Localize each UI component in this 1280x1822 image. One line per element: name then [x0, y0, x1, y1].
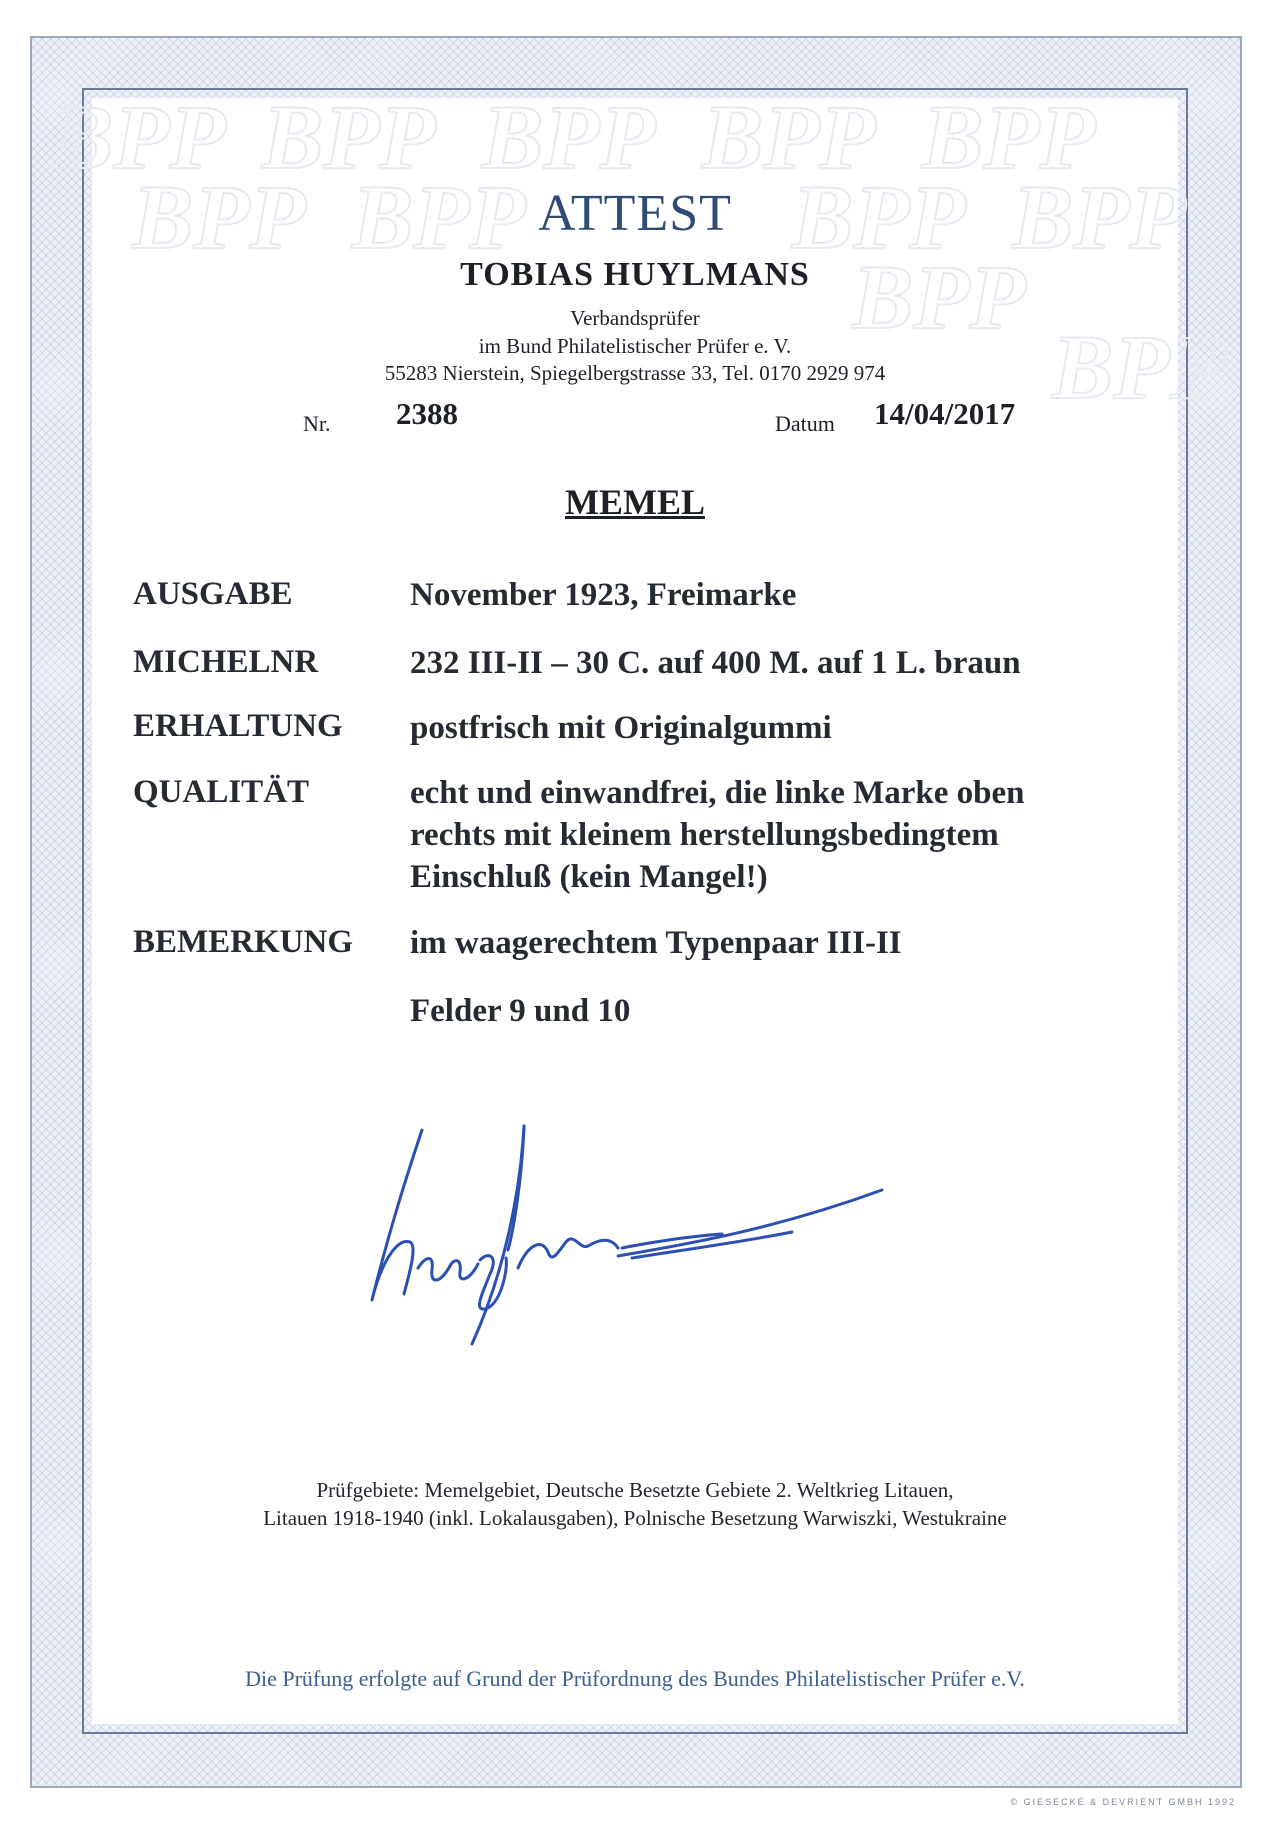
- value-line: echt und einwandfrei, die linke Marke oben: [410, 775, 1025, 811]
- value-bemerkung: [410, 922, 902, 1032]
- examiner-address: 55283 Nierstein, Spiegelbergstrasse 33, Tel. 0170 2929 974: [384, 361, 886, 385]
- label-qualitaet: QUALITÄT: [133, 774, 310, 810]
- value-erhaltung: [410, 707, 832, 749]
- certificate-title: ATTEST: [538, 185, 732, 242]
- value-line: im waagerechtem Typenpaar III-II: [410, 925, 902, 961]
- signature: [322, 1118, 942, 1358]
- footer-statement: Die Prüfung erfolgte auf Grund der Prüfordnung des Bundes Philatelistischer Prüfer e.V.: [245, 1666, 1025, 1691]
- footer-fields-line2: Litauen 1918-1940 (inkl. Lokalausgaben), Polnische Besetzung Warwiszki, Westukraine: [263, 1506, 1007, 1530]
- watermark-text: BPP: [852, 246, 1026, 348]
- watermark-text: BPP: [792, 166, 966, 268]
- value-line: Einschluß (kein Mangel!): [410, 859, 768, 895]
- watermark-text: BPP: [922, 86, 1096, 188]
- examiner-name: TOBIAS HUYLMANS: [460, 256, 810, 293]
- value-line: November 1923, Freimarke: [410, 577, 797, 613]
- certificate-paper: [52, 86, 1226, 1724]
- watermark-text: BPP: [352, 166, 526, 268]
- value-line: Felder 9 und 10: [410, 993, 631, 1029]
- label-erhaltung: ERHALTUNG: [133, 708, 343, 744]
- value-line: postfrisch mit Originalgummi: [410, 710, 832, 746]
- value-ausgabe: [410, 574, 796, 616]
- value-line: rechts mit kleinem herstellungsbedingtem: [410, 817, 999, 853]
- value-qualitaet: [410, 772, 1025, 898]
- value-michelnr: [410, 642, 1021, 684]
- label-michelnr: MICHELNR: [133, 644, 319, 680]
- value-line: [410, 964, 902, 990]
- region-heading: MEMEL: [565, 482, 705, 522]
- value-line: 232 III-II – 30 C. auf 400 M. auf 1 L. braun: [410, 645, 1021, 681]
- watermark-text: BPP: [1012, 166, 1186, 268]
- watermark-text: BPP: [52, 86, 226, 188]
- examiner-role: Verbandsprüfer: [570, 306, 700, 330]
- watermark-text: BPP: [132, 166, 306, 268]
- label-ausgabe: AUSGABE: [133, 576, 293, 612]
- watermark-text: BPP: [482, 86, 656, 188]
- watermark-text: BPP: [702, 86, 876, 188]
- printer-imprint: © GIESECKE & DEVRIENT GMBH 1992: [1010, 1797, 1236, 1807]
- certificate-date: 14/04/2017: [874, 396, 1016, 431]
- watermark-text: BPP: [1052, 316, 1226, 418]
- certificate-number: 2388: [396, 396, 458, 431]
- number-label: Nr.: [303, 411, 331, 436]
- label-bemerkung: BEMERKUNG: [133, 924, 354, 960]
- footer-fields-line1: Prüfgebiete: Memelgebiet, Deutsche Besetzte Gebiete 2. Weltkrieg Litauen,: [316, 1478, 954, 1502]
- examiner-association: im Bund Philatelistischer Prüfer e. V.: [478, 334, 792, 358]
- date-label: Datum: [775, 411, 835, 436]
- watermark-text: BPP: [262, 86, 436, 188]
